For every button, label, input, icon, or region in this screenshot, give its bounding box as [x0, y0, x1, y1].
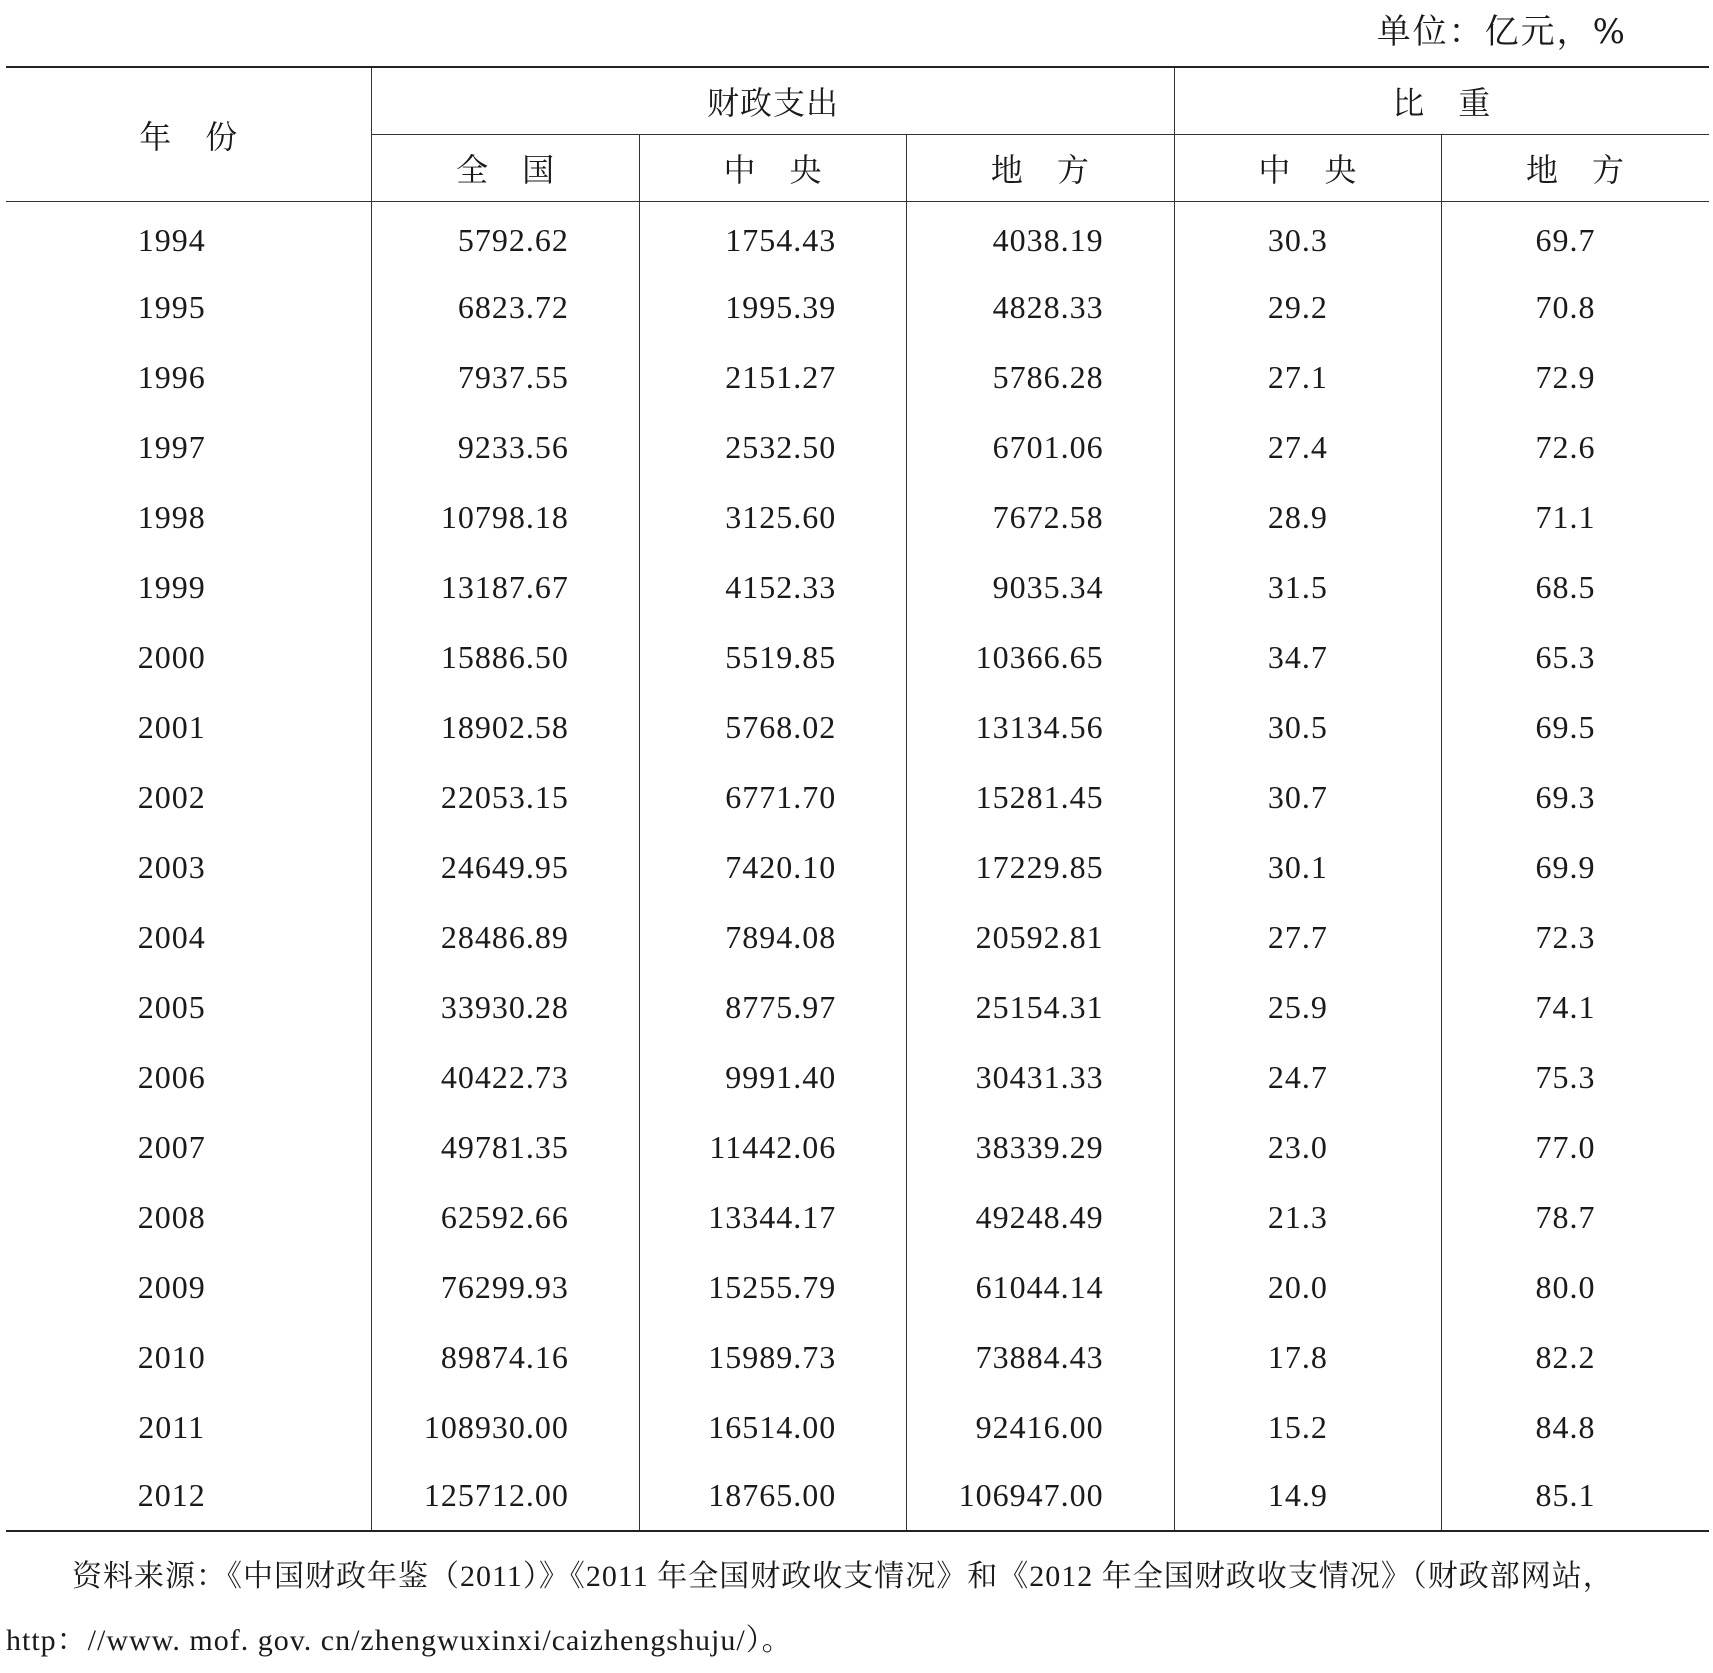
national-cell: 24649.95 — [372, 832, 639, 902]
national-cell: 125712.00 — [372, 1462, 639, 1531]
central-share-cell: 30.1 — [1174, 832, 1441, 902]
year-cell: 2007 — [137, 1128, 206, 1165]
year-cell: 2001 — [137, 708, 206, 745]
central-share-cell: 28.9 — [1174, 482, 1441, 552]
central-share-cell: 27.1 — [1174, 342, 1441, 412]
central-cell: 9991.40 — [639, 1042, 906, 1112]
table-row — [6, 1322, 1709, 1392]
local-share-cell: 69.3 — [1442, 762, 1709, 832]
central-cell: 5768.02 — [639, 692, 906, 762]
national-cell: 62592.66 — [372, 1182, 639, 1252]
national-column-header: 全 国 — [372, 135, 639, 202]
local-share-cell: 71.1 — [1442, 482, 1709, 552]
local-cell: 6701.06 — [907, 412, 1174, 482]
local-cell: 13134.56 — [907, 692, 1174, 762]
central-share-cell: 30.3 — [1174, 202, 1441, 273]
table-row — [6, 412, 1709, 482]
table-row — [6, 342, 1709, 412]
local-share-cell: 72.3 — [1442, 902, 1709, 972]
local-share-cell: 82.2 — [1442, 1322, 1709, 1392]
header-row-top — [6, 67, 1709, 135]
table-row — [6, 482, 1709, 552]
local-share-cell: 69.9 — [1442, 832, 1709, 902]
year-cell: 1997 — [137, 428, 206, 465]
central-cell: 15989.73 — [639, 1322, 906, 1392]
table-row — [6, 1112, 1709, 1182]
national-cell: 89874.16 — [372, 1322, 639, 1392]
national-cell: 6823.72 — [372, 272, 639, 342]
national-cell: 40422.73 — [372, 1042, 639, 1112]
table-row — [6, 1182, 1709, 1252]
local-cell: 92416.00 — [907, 1392, 1174, 1462]
year-cell: 2003 — [137, 848, 206, 885]
table-row — [6, 622, 1709, 692]
table-row — [6, 832, 1709, 902]
central-cell: 1995.39 — [639, 272, 906, 342]
unit-label: 单位：亿元，% — [1376, 12, 1627, 52]
local-cell: 9035.34 — [907, 552, 1174, 622]
national-cell: 7937.55 — [372, 342, 639, 412]
local-cell: 20592.81 — [907, 902, 1174, 972]
national-cell: 76299.93 — [372, 1252, 639, 1322]
year-cell: 2010 — [137, 1338, 206, 1375]
central-column-header: 中 央 — [639, 135, 906, 202]
national-cell: 10798.18 — [372, 482, 639, 552]
central-share-cell: 24.7 — [1174, 1042, 1441, 1112]
central-cell: 13344.17 — [639, 1182, 906, 1252]
national-cell: 15886.50 — [372, 622, 639, 692]
year-cell: 2004 — [137, 918, 206, 955]
local-share-cell: 84.8 — [1442, 1392, 1709, 1462]
local-cell: 73884.43 — [907, 1322, 1174, 1392]
central-cell: 4152.33 — [639, 552, 906, 622]
table-row — [6, 1392, 1709, 1462]
national-cell: 9233.56 — [372, 412, 639, 482]
table-body — [6, 202, 1709, 1532]
national-cell: 18902.58 — [372, 692, 639, 762]
year-cell: 1998 — [137, 498, 206, 535]
central-share-column-header: 中 央 — [1174, 135, 1441, 202]
central-share-cell: 27.7 — [1174, 902, 1441, 972]
fiscal-expenditure-table — [6, 66, 1709, 1532]
local-share-cell: 74.1 — [1442, 972, 1709, 1042]
central-cell: 8775.97 — [639, 972, 906, 1042]
table-row — [6, 552, 1709, 622]
fiscal-expenditure-table-container — [6, 66, 1709, 1532]
local-share-column-header: 地 方 — [1442, 135, 1709, 202]
local-cell: 4038.19 — [907, 202, 1174, 273]
central-cell: 6771.70 — [639, 762, 906, 832]
local-share-cell: 80.0 — [1442, 1252, 1709, 1322]
year-column-header: 年 份 — [6, 67, 372, 202]
central-share-cell: 17.8 — [1174, 1322, 1441, 1392]
national-cell: 13187.67 — [372, 552, 639, 622]
table-row — [6, 272, 1709, 342]
local-share-cell: 85.1 — [1442, 1462, 1709, 1531]
share-group-header: 比 重 — [1174, 67, 1709, 135]
central-share-cell: 25.9 — [1174, 972, 1441, 1042]
local-cell: 25154.31 — [907, 972, 1174, 1042]
central-cell: 2532.50 — [639, 412, 906, 482]
local-share-cell: 77.0 — [1442, 1112, 1709, 1182]
central-share-cell: 23.0 — [1174, 1112, 1441, 1182]
source-note: 资料来源：《中国财政年鉴（2011）》《2011 年全国财政收支情况》和《2012 年全国财政收支情况》（财政部网站，http：//www. mof. gov. cn/zhengwuxinxi/caizhengshuju/）。 — [6, 1560, 1614, 1657]
central-share-cell: 34.7 — [1174, 622, 1441, 692]
year-cell: 2006 — [137, 1058, 206, 1095]
local-share-cell: 75.3 — [1442, 1042, 1709, 1112]
year-cell: 2002 — [137, 778, 206, 815]
central-share-cell: 14.9 — [1174, 1462, 1441, 1531]
local-cell: 7672.58 — [907, 482, 1174, 552]
local-cell: 61044.14 — [907, 1252, 1174, 1322]
central-cell: 15255.79 — [639, 1252, 906, 1322]
central-share-cell: 30.7 — [1174, 762, 1441, 832]
local-share-cell: 78.7 — [1442, 1182, 1709, 1252]
local-cell: 49248.49 — [907, 1182, 1174, 1252]
year-cell: 2009 — [137, 1268, 206, 1305]
year-cell: 2008 — [137, 1198, 206, 1235]
local-cell: 10366.65 — [907, 622, 1174, 692]
local-cell: 15281.45 — [907, 762, 1174, 832]
local-share-cell: 69.5 — [1442, 692, 1709, 762]
local-share-cell: 68.5 — [1442, 552, 1709, 622]
year-cell: 2011 — [138, 1408, 206, 1445]
local-cell: 4828.33 — [907, 272, 1174, 342]
national-cell: 108930.00 — [372, 1392, 639, 1462]
local-cell: 17229.85 — [907, 832, 1174, 902]
table-row — [6, 1042, 1709, 1112]
table-row — [6, 972, 1709, 1042]
central-cell: 7894.08 — [639, 902, 906, 972]
local-cell: 5786.28 — [907, 342, 1174, 412]
national-cell: 33930.28 — [372, 972, 639, 1042]
central-share-cell: 21.3 — [1174, 1182, 1441, 1252]
local-share-cell: 65.3 — [1442, 622, 1709, 692]
year-cell: 2012 — [6, 1462, 372, 1531]
national-cell: 49781.35 — [372, 1112, 639, 1182]
year-cell: 1999 — [137, 568, 206, 605]
local-cell: 106947.00 — [907, 1462, 1174, 1531]
local-cell: 30431.33 — [907, 1042, 1174, 1112]
local-share-cell: 70.8 — [1442, 272, 1709, 342]
national-cell: 5792.62 — [372, 202, 639, 273]
central-share-cell: 20.0 — [1174, 1252, 1441, 1322]
central-share-cell: 30.5 — [1174, 692, 1441, 762]
table-header — [6, 67, 1709, 202]
local-share-cell: 69.7 — [1442, 202, 1709, 273]
local-share-cell: 72.9 — [1442, 342, 1709, 412]
national-cell: 22053.15 — [372, 762, 639, 832]
central-cell: 5519.85 — [639, 622, 906, 692]
central-cell: 7420.10 — [639, 832, 906, 902]
central-cell: 2151.27 — [639, 342, 906, 412]
central-cell: 11442.06 — [639, 1112, 906, 1182]
central-cell: 18765.00 — [639, 1462, 906, 1531]
central-share-cell: 31.5 — [1174, 552, 1441, 622]
table-row — [6, 202, 1709, 273]
central-share-cell: 29.2 — [1174, 272, 1441, 342]
table-row — [6, 692, 1709, 762]
year-cell: 1995 — [137, 288, 206, 325]
table-row — [6, 902, 1709, 972]
central-cell: 1754.43 — [639, 202, 906, 273]
expenditure-group-header: 财政支出 — [372, 67, 1174, 135]
central-cell: 3125.60 — [639, 482, 906, 552]
year-cell: 2000 — [137, 638, 206, 675]
table-row — [6, 762, 1709, 832]
table-row — [6, 1462, 1709, 1531]
year-cell: 1994 — [137, 221, 206, 258]
central-cell: 16514.00 — [639, 1392, 906, 1462]
national-cell: 28486.89 — [372, 902, 639, 972]
year-cell: 1996 — [137, 358, 206, 395]
central-share-cell: 27.4 — [1174, 412, 1441, 482]
year-cell: 2005 — [137, 988, 206, 1025]
local-share-cell: 72.6 — [1442, 412, 1709, 482]
local-column-header: 地 方 — [907, 135, 1174, 202]
central-share-cell: 15.2 — [1174, 1392, 1441, 1462]
local-cell: 38339.29 — [907, 1112, 1174, 1182]
table-row — [6, 1252, 1709, 1322]
